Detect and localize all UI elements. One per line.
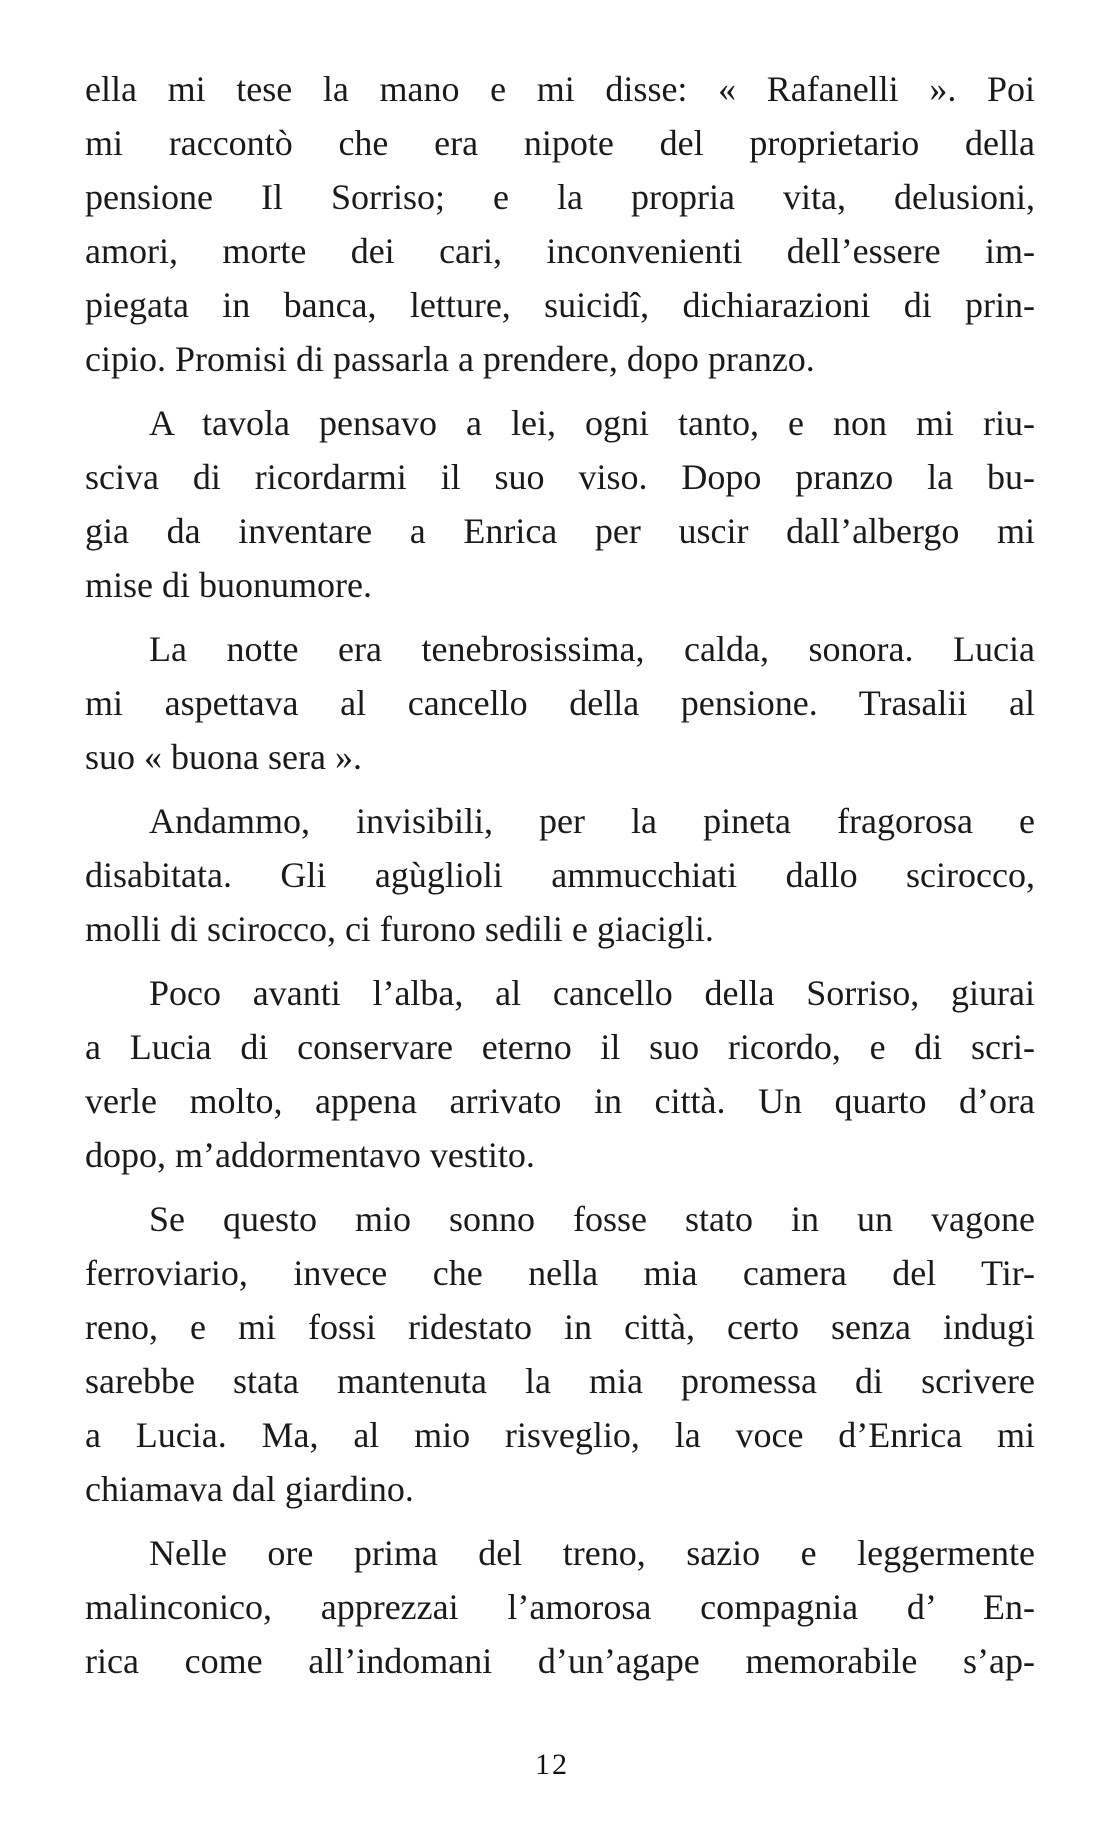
paragraph — [85, 1192, 1035, 1516]
text-line: suo « buona sera ». — [85, 737, 362, 777]
paragraph — [85, 1526, 1035, 1688]
paragraph — [85, 396, 1035, 612]
text-line: Se questo mio sonno fosse stato in un vagone — [149, 1199, 1035, 1239]
text-line: piegata in banca, letture, suicidî, dichiarazioni di prin- — [85, 285, 1035, 325]
text-line: sciva di ricordarmi il suo viso. Dopo pranzo la bu- — [85, 457, 1035, 497]
text-line: verle molto, appena arrivato in città. Un quarto d’ora — [85, 1081, 1035, 1121]
text-line: gia da inventare a Enrica per uscir dall’albergo mi — [85, 511, 1035, 551]
paragraph — [85, 62, 1035, 386]
text-line: chiamava dal giardino. — [85, 1469, 414, 1509]
text-line: A tavola pensavo a lei, ogni tanto, e non mi riu- — [149, 403, 1035, 443]
text-line: ella mi tese la mano e mi disse: « Rafanelli ». Poi — [85, 69, 1035, 109]
text-line: ferroviario, invece che nella mia camera del Tir- — [85, 1253, 1035, 1293]
paragraph — [85, 966, 1035, 1182]
text-line: rica come all’indomani d’un’agape memorabile s’ap- — [85, 1641, 1035, 1681]
paragraph — [85, 622, 1035, 784]
text-line: amori, morte dei cari, inconvenienti dell’essere im- — [85, 231, 1035, 271]
body-text — [85, 62, 1035, 1688]
text-line: disabitata. Gli agùglioli ammucchiati dallo scirocco, — [85, 855, 1035, 895]
text-line: sarebbe stata mantenuta la mia promessa di scrivere — [85, 1361, 1035, 1401]
text-line: malinconico, apprezzai l’amorosa compagnia d’ En- — [85, 1587, 1035, 1627]
text-line: mi aspettava al cancello della pensione. Trasalii al — [85, 683, 1035, 723]
text-line: molli di scirocco, ci furono sedili e giacigli. — [85, 909, 714, 949]
page-number: 12 — [535, 1748, 569, 1781]
paragraph — [85, 794, 1035, 956]
text-line: a Lucia di conservare eterno il suo ricordo, e di scri- — [85, 1027, 1035, 1067]
text-line: mi raccontò che era nipote del proprietario della — [85, 123, 1035, 163]
text-line: Nelle ore prima del treno, sazio e leggermente — [149, 1533, 1035, 1573]
text-line: Poco avanti l’alba, al cancello della Sorriso, giurai — [149, 973, 1035, 1013]
text-line: mise di buonumore. — [85, 565, 372, 605]
text-line: reno, e mi fossi ridestato in città, certo senza indugi — [85, 1307, 1035, 1347]
text-line: a Lucia. Ma, al mio risveglio, la voce d’Enrica mi — [85, 1415, 1035, 1455]
text-line: La notte era tenebrosissima, calda, sonora. Lucia — [149, 629, 1035, 669]
text-line: dopo, m’addormentavo vestito. — [85, 1135, 535, 1175]
text-line: pensione Il Sorriso; e la propria vita, delusioni, — [85, 177, 1035, 217]
text-line: cipio. Promisi di passarla a prendere, dopo pranzo. — [85, 339, 815, 379]
text-line: Andammo, invisibili, per la pineta fragorosa e — [149, 801, 1035, 841]
